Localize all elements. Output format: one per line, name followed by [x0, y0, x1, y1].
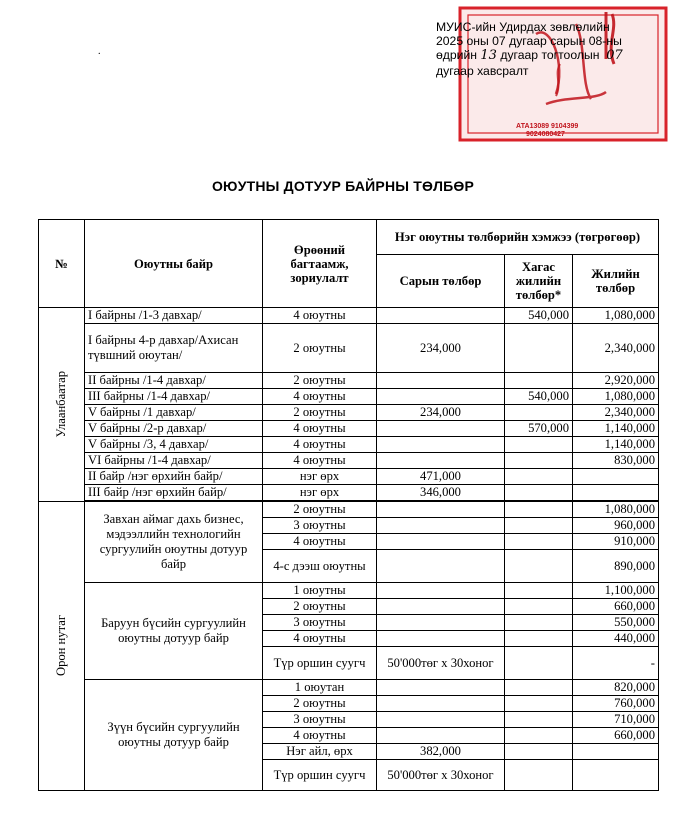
- table-row: [39, 437, 659, 453]
- dorm-cell: V байрны /2-р давхар/: [85, 421, 263, 437]
- half-year-cell: [505, 502, 573, 518]
- yearly-cell: 2,340,000: [573, 405, 659, 421]
- capacity-cell: 4 оюутны: [263, 453, 377, 469]
- half-year-cell: [505, 583, 573, 599]
- resolution-number: 13: [480, 48, 497, 64]
- capacity-cell: Түр оршин суугч: [263, 760, 377, 791]
- capacity-cell: Түр оршин суугч: [263, 647, 377, 680]
- half-year-cell: [505, 744, 573, 760]
- annex-line-3b: дугаар тогтоолын: [500, 48, 600, 63]
- yearly-cell: -: [573, 647, 659, 680]
- table-row: [39, 308, 659, 324]
- capacity-cell: 1 оюутан: [263, 680, 377, 696]
- table-row: [39, 389, 659, 405]
- header-capacity: Өрөөний багтаамж, зориулалт: [263, 220, 377, 308]
- monthly-cell: [377, 680, 505, 696]
- yearly-cell: 1,080,000: [573, 502, 659, 518]
- stamp-code-1: АТА13089 9104399: [516, 123, 579, 130]
- yearly-cell: 1,140,000: [573, 437, 659, 453]
- monthly-cell: [377, 437, 505, 453]
- half-year-cell: [505, 680, 573, 696]
- capacity-cell: 4 оюутны: [263, 437, 377, 453]
- region-rural: Орон нутаг: [39, 502, 85, 791]
- half-year-cell: [505, 453, 573, 469]
- half-year-cell: [505, 405, 573, 421]
- monthly-cell: [377, 583, 505, 599]
- annex-number: 07: [606, 48, 623, 64]
- page-mark: .: [98, 46, 101, 57]
- capacity-cell: нэг өрх: [263, 469, 377, 485]
- table-row: [39, 680, 659, 696]
- monthly-cell: 234,000: [377, 324, 505, 373]
- capacity-cell: 4 оюутны: [263, 421, 377, 437]
- half-year-cell: [505, 373, 573, 389]
- yearly-cell: 1,140,000: [573, 421, 659, 437]
- table-row: [39, 324, 659, 373]
- monthly-cell: 382,000: [377, 744, 505, 760]
- yearly-cell: [573, 485, 659, 501]
- monthly-cell: [377, 308, 505, 324]
- dorm-cell: II байр /нэг өрхийн байр/: [85, 469, 263, 485]
- half-year-cell: [505, 518, 573, 534]
- monthly-cell: [377, 615, 505, 631]
- dorm-cell: V байрны /3, 4 давхар/: [85, 437, 263, 453]
- annex-line-4: дугаар хавсралт: [436, 63, 529, 78]
- half-year-cell: [505, 760, 573, 791]
- yearly-cell: 820,000: [573, 680, 659, 696]
- table-row: [39, 405, 659, 421]
- capacity-cell: 1 оюутны: [263, 583, 377, 599]
- half-year-cell: 540,000: [505, 389, 573, 405]
- capacity-cell: 2 оюутны: [263, 696, 377, 712]
- half-year-cell: [505, 712, 573, 728]
- capacity-cell: 4 оюутны: [263, 389, 377, 405]
- monthly-cell: [377, 453, 505, 469]
- annex-line-2: 2025 оны 07 дугаар сарын 08-ны: [436, 34, 622, 49]
- dorm-group-cell: Баруун бүсийн сургуулийн оюутны дотуур байр: [85, 583, 263, 680]
- annex-line-3: [436, 48, 666, 63]
- yearly-cell: 1,080,000: [573, 308, 659, 324]
- half-year-cell: [505, 534, 573, 550]
- half-year-cell: [505, 599, 573, 615]
- yearly-cell: 660,000: [573, 599, 659, 615]
- capacity-cell: 4 оюутны: [263, 728, 377, 744]
- dorm-cell: III байр /нэг өрхийн байр/: [85, 485, 263, 501]
- half-year-cell: [505, 437, 573, 453]
- capacity-cell: 4 оюутны: [263, 631, 377, 647]
- fee-table: [38, 219, 659, 791]
- yearly-cell: 2,340,000: [573, 324, 659, 373]
- dorm-cell: V байрны /1 давхар/: [85, 405, 263, 421]
- capacity-cell: нэг өрх: [263, 485, 377, 501]
- region-ulaanbaatar: Улаанбаатар: [39, 308, 85, 502]
- capacity-cell: 2 оюутны: [263, 373, 377, 389]
- yearly-cell: 830,000: [573, 453, 659, 469]
- header-dorm: Оюутны байр: [85, 220, 263, 308]
- yearly-cell: 960,000: [573, 518, 659, 534]
- monthly-cell: [377, 373, 505, 389]
- monthly-cell: 50'000төг х 30хоног: [377, 647, 505, 680]
- monthly-cell: 50'000төг х 30хоног: [377, 760, 505, 791]
- dorm-group-cell: Зүүн бүсийн сургуулийн оюутны дотуур байр: [85, 680, 263, 791]
- monthly-cell: [377, 389, 505, 405]
- dorm-cell: I байрны /1-3 давхар/: [85, 308, 263, 324]
- monthly-cell: 471,000: [377, 469, 505, 485]
- half-year-cell: [505, 469, 573, 485]
- monthly-cell: [377, 550, 505, 583]
- capacity-cell: 3 оюутны: [263, 518, 377, 534]
- half-year-cell: [505, 631, 573, 647]
- capacity-cell: 3 оюутны: [263, 712, 377, 728]
- table-row: [39, 502, 659, 518]
- half-year-cell: [505, 485, 573, 501]
- table-row: [39, 485, 659, 501]
- monthly-cell: [377, 502, 505, 518]
- capacity-cell: Нэг айл, өрх: [263, 744, 377, 760]
- dorm-cell: I байрны 4-р давхар/Ахисан түвшний оюутан/: [85, 324, 263, 373]
- capacity-cell: 4 оюутны: [263, 308, 377, 324]
- annex-line-1: МУИС-ийн Удирдах зөвлөлийн: [436, 20, 610, 34]
- yearly-cell: 550,000: [573, 615, 659, 631]
- table-row: [39, 421, 659, 437]
- yearly-cell: 710,000: [573, 712, 659, 728]
- capacity-cell: 4-с дээш оюутны: [263, 550, 377, 583]
- dorm-cell: II байрны /1-4 давхар/: [85, 373, 263, 389]
- yearly-cell: 2,920,000: [573, 373, 659, 389]
- dorm-cell: VI байрны /1-4 давхар/: [85, 453, 263, 469]
- yearly-cell: 440,000: [573, 631, 659, 647]
- half-year-cell: [505, 728, 573, 744]
- monthly-cell: 234,000: [377, 405, 505, 421]
- header-yearly: Жилийн төлбөр: [573, 255, 659, 308]
- stamp-code-2: 9024080427: [526, 131, 565, 138]
- yearly-cell: 660,000: [573, 728, 659, 744]
- monthly-cell: [377, 599, 505, 615]
- yearly-cell: 1,100,000: [573, 583, 659, 599]
- header-monthly: Сарын төлбөр: [377, 255, 505, 308]
- monthly-cell: [377, 712, 505, 728]
- dorm-group-cell: Завхан аймаг дахь бизнес, мэдээллийн технологийн сургуулийн оюутны дотуур байр: [85, 502, 263, 583]
- yearly-cell: [573, 744, 659, 760]
- monthly-cell: [377, 631, 505, 647]
- capacity-cell: 2 оюутны: [263, 502, 377, 518]
- monthly-cell: [377, 696, 505, 712]
- yearly-cell: [573, 760, 659, 791]
- table-row: [39, 469, 659, 485]
- half-year-cell: [505, 647, 573, 680]
- capacity-cell: 2 оюутны: [263, 405, 377, 421]
- half-year-cell: [505, 615, 573, 631]
- half-year-cell: [505, 550, 573, 583]
- yearly-cell: [573, 469, 659, 485]
- table-row: [39, 583, 659, 599]
- annex-note: [436, 20, 666, 78]
- capacity-cell: 4 оюутны: [263, 534, 377, 550]
- half-year-cell: 540,000: [505, 308, 573, 324]
- monthly-cell: [377, 518, 505, 534]
- header-half-year: Хагас жилийн төлбөр*: [505, 255, 573, 308]
- half-year-cell: [505, 696, 573, 712]
- capacity-cell: 3 оюутны: [263, 615, 377, 631]
- dorm-cell: III байрны /1-4 давхар/: [85, 389, 263, 405]
- monthly-cell: 346,000: [377, 485, 505, 501]
- header-fee-group: Нэг оюутны төлбөрийн хэмжээ (төгрөгөөр): [377, 220, 659, 255]
- yearly-cell: 910,000: [573, 534, 659, 550]
- monthly-cell: [377, 534, 505, 550]
- yearly-cell: 1,080,000: [573, 389, 659, 405]
- page-title: ОЮУТНЫ ДОТУУР БАЙРНЫ ТӨЛБӨР: [211, 178, 475, 194]
- capacity-cell: 2 оюутны: [263, 599, 377, 615]
- header-no: №: [39, 220, 85, 308]
- capacity-cell: 2 оюутны: [263, 324, 377, 373]
- monthly-cell: [377, 728, 505, 744]
- half-year-cell: 570,000: [505, 421, 573, 437]
- monthly-cell: [377, 421, 505, 437]
- yearly-cell: 760,000: [573, 696, 659, 712]
- half-year-cell: [505, 324, 573, 373]
- yearly-cell: 890,000: [573, 550, 659, 583]
- annex-line-3a: өдрийн: [436, 48, 478, 63]
- table-row: [39, 373, 659, 389]
- table-row: [39, 453, 659, 469]
